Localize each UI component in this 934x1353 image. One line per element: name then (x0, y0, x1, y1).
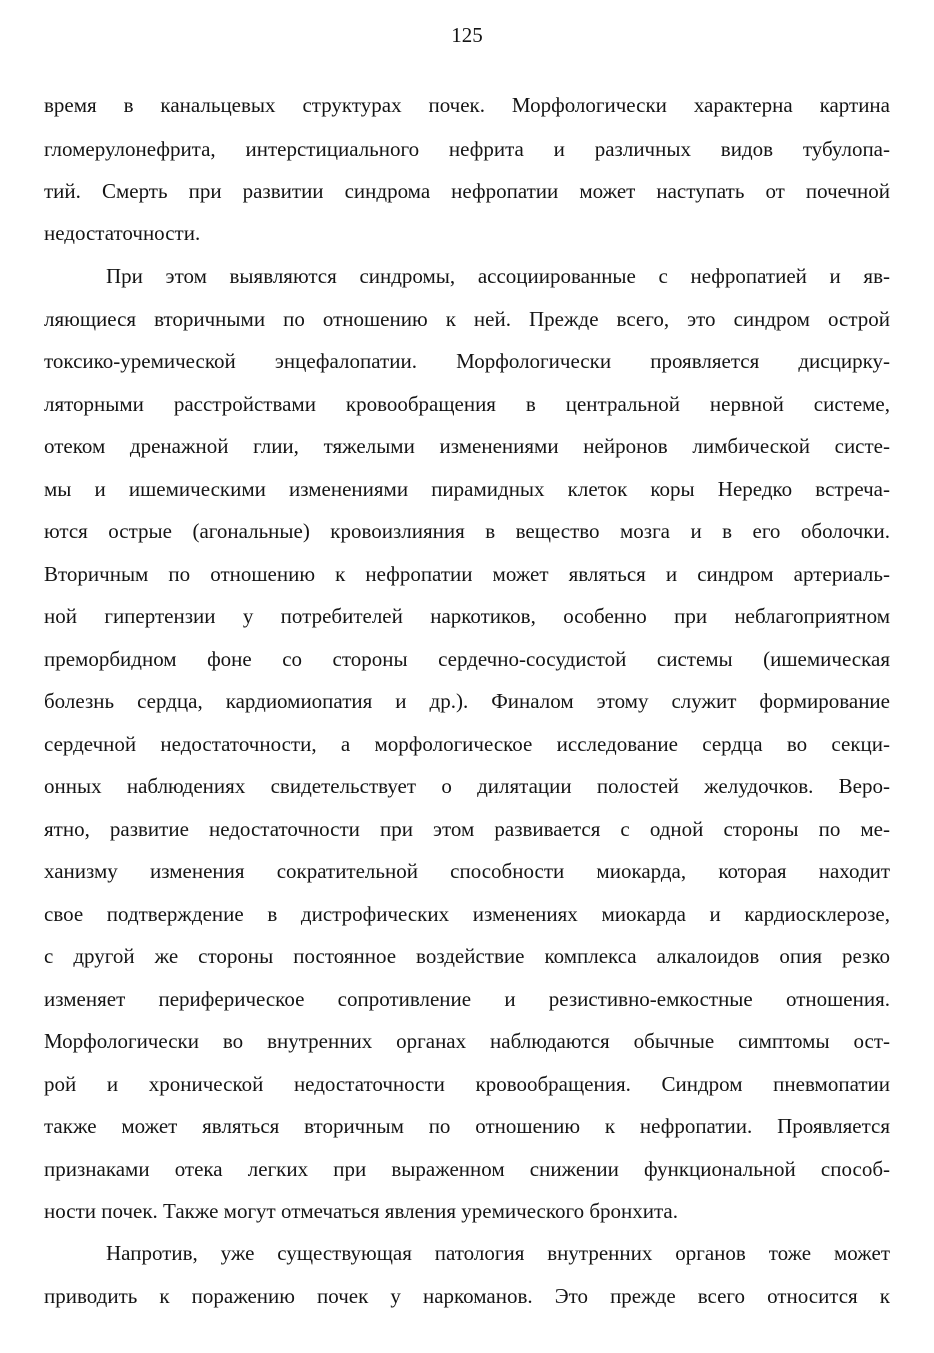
text-line: ности почек. Также могут отмечаться явления уремического бронхита. (44, 1199, 678, 1223)
text-line: недостаточности. (44, 221, 201, 245)
text-line: приводить к поражению почек у наркоманов. Это прежде всего относится к (44, 1284, 890, 1308)
text-line: тий. Смерть при развитии синдрома нефропатии может наступать от почечной (44, 179, 890, 203)
text-line: с другой же стороны постоянное воздействие комплекса алкалоидов опия резко (44, 944, 890, 968)
text-line: также может являться вторичным по отношению к нефропатии. Проявляется (44, 1114, 890, 1138)
text-line: мы и ишемическими изменениями пирамидных клеток коры Нередко встреча- (44, 477, 890, 501)
text-line: преморбидном фоне со стороны сердечно-сосудистой системы (ишемическая (44, 647, 890, 671)
text-line: болезнь сердца, кардиомиопатия и др.). Финалом этому служит формирование (44, 689, 890, 713)
text-line: сердечной недостаточности, а морфологическое исследование сердца во секци- (44, 732, 890, 756)
text-line: ханизму изменения сократительной способности миокарда, которая находит (44, 859, 890, 883)
text-line: изменяет периферическое сопротивление и резистивно-емкостные отношения. (44, 987, 890, 1011)
text-line: время в канальцевых структурах почек. Морфологически характерна картина (44, 93, 890, 117)
text-line: отеком дренажной глии, тяжелыми изменениями нейронов лимбической систе- (44, 434, 890, 458)
page-number: 125 (451, 23, 483, 47)
text-line: токсико-уремической энцефалопатии. Морфологически проявляется дисцирку- (44, 349, 890, 373)
text-line: Вторичным по отношению к нефропатии может являться и синдром артериаль- (44, 562, 890, 586)
text-line: ляющиеся вторичными по отношению к ней. Прежде всего, это синдром острой (44, 307, 890, 331)
text-line: Напротив, уже существующая патология внутренних органов тоже может (106, 1241, 890, 1265)
text-line: гломерулонефрита, интерстициального нефрита и различных видов тубулопа- (44, 137, 890, 161)
text-line: ются острые (агональные) кровоизлияния в вещество мозга и в его оболочки. (44, 519, 890, 543)
text-line: свое подтверждение в дистрофических изменениях миокарда и кардиосклерозе, (44, 902, 890, 926)
text-line: ной гипертензии у потребителей наркотиков, особенно при неблагоприятном (44, 604, 890, 628)
text-line: Морфологически во внутренних органах наблюдаются обычные симптомы ост- (44, 1029, 890, 1053)
text-line: онных наблюдениях свидетельствует о дилятации полостей желудочков. Веро- (44, 774, 890, 798)
text-line: ятно, развитие недостаточности при этом развивается с одной стороны по ме- (44, 817, 890, 841)
text-line: рой и хронической недостаточности кровообращения. Синдром пневмопатии (44, 1072, 890, 1096)
text-line: ляторными расстройствами кровообращения в центральной нервной системе, (44, 392, 890, 416)
text-line: признаками отека легких при выраженном снижении функциональной способ- (44, 1157, 890, 1181)
text-line: При этом выявляются синдромы, ассоциированные с нефропатией и яв- (106, 264, 890, 288)
